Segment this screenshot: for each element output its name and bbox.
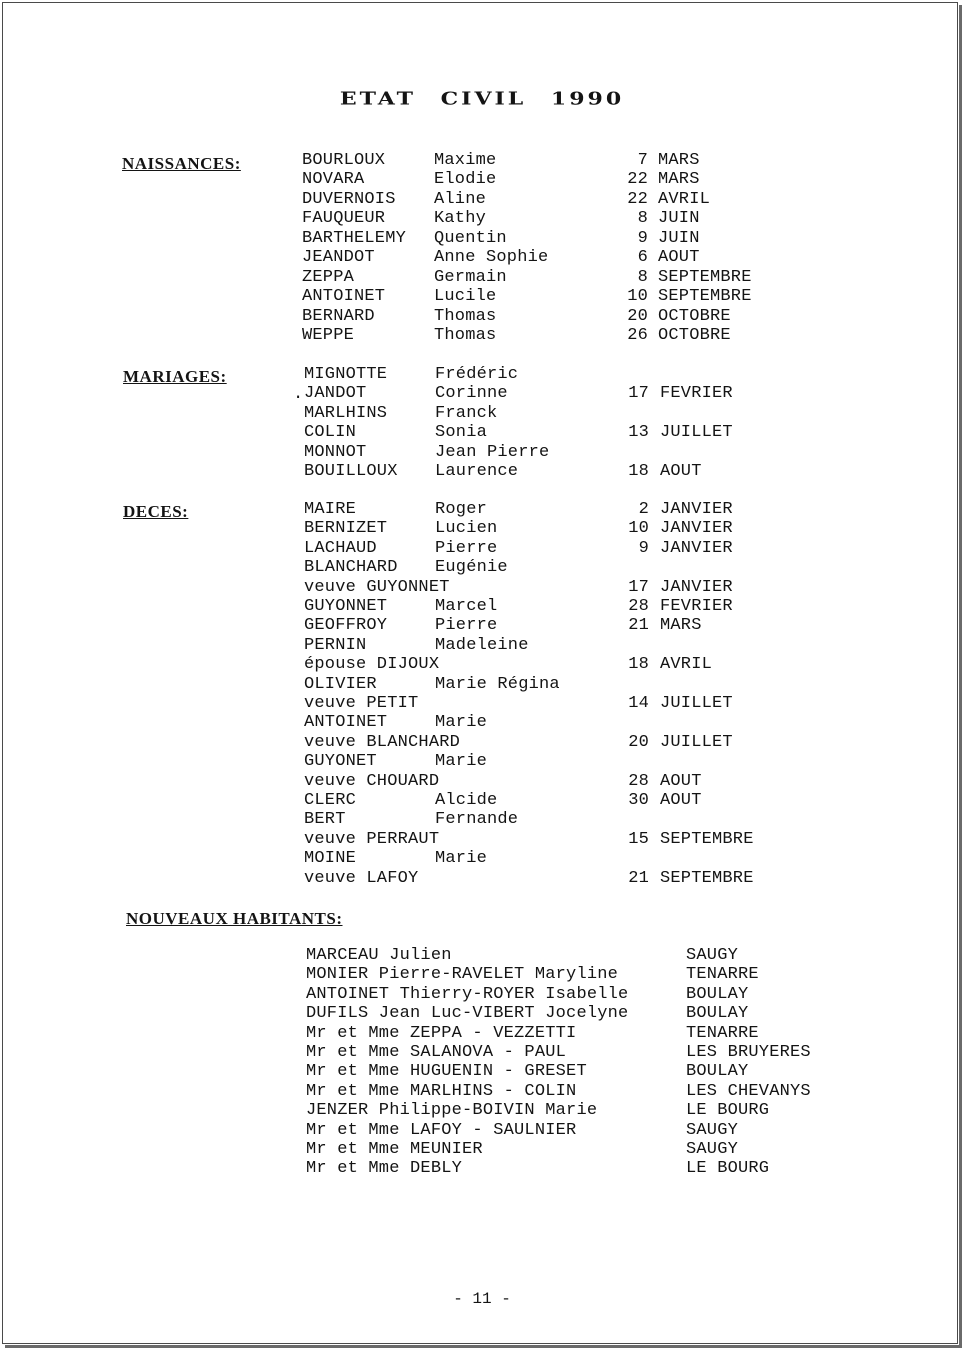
section-label-naissances: NAISSANCES: [122,154,241,173]
deces-name: MOINE [304,849,357,869]
mariages-firstname: Corinne [435,384,508,404]
deces-firstname: Marcel [435,597,498,616]
habitants-names: JENZER Philippe-BOIVIN Marie [306,1101,598,1121]
naissances-day: 22 [627,170,648,190]
deces-month: AVRIL [660,655,713,675]
habitants-place: BOULAY [686,1062,749,1082]
deces-name: veuve CHOUARD [304,771,440,791]
deces-day: 21 [628,616,649,636]
deces-name: veuve BLANCHARD [304,732,461,752]
deces-firstname: Eugénie [435,558,508,578]
deces-day: 17 [628,577,649,597]
mariages-firstname: Frédéric [435,365,519,384]
habitants-names: Mr et Mme HUGUENIN - GRESET [306,1062,587,1082]
mariages-day: 13 [628,423,649,443]
deces-name: BERNIZET [304,519,388,539]
mariages-month: AOUT [660,462,702,481]
naissances-firstname: Anne Sophie [434,248,549,268]
naissances-month: AOUT [658,248,700,268]
deces-firstname: Pierre [435,538,498,558]
naissances-name: BOURLOUX [302,151,386,170]
deces-firstname: Fernande [435,810,519,830]
deces-firstname: Alcide [435,791,498,810]
deces-month: AOUT [660,791,702,810]
deces-day: 9 [638,538,649,558]
section-label-deces: DECES: [123,502,189,521]
naissances-day: 8 [637,209,648,229]
naissances-name: FAUQUEUR [302,209,386,229]
deces-firstname: Marie [435,713,488,733]
habitants-names: MONIER Pierre-RAVELET Maryline [306,965,619,985]
deces-month: FEVRIER [660,597,733,616]
naissances-month: MARS [658,151,700,170]
naissances-firstname: Elodie [434,170,497,190]
habitants-place: TENARRE [686,965,759,985]
deces-day: 15 [628,829,649,849]
deces-name: ANTOINET [304,713,388,733]
section-label-mariages: MARIAGES: [123,367,227,386]
deces-name: CLERC [304,791,357,810]
deces-day: 2 [638,500,649,519]
mariages-name: BOUILLOUX [304,462,398,481]
deces-day: 28 [628,771,649,791]
deces-name: MAIRE [304,500,357,519]
deces-name: OLIVIER [304,674,377,694]
deces-day: 18 [628,655,649,675]
habitants-names: Mr et Mme DEBLY [306,1159,463,1179]
habitants-names: Mr et Mme MEUNIER [306,1140,483,1159]
deces-month: JUILLET [660,694,733,713]
deces-firstname: Roger [435,500,488,519]
naissances-firstname: Lucile [434,287,497,307]
deces-day: 14 [628,694,649,713]
deces-firstname: Pierre [435,616,498,636]
naissances-day: 6 [637,248,648,268]
habitants-names: Mr et Mme LAFOY - SAULNIER [306,1120,577,1140]
mariages-firstname: Sonia [435,423,488,443]
deces-month: JANVIER [660,500,733,519]
deces-month: SEPTEMBRE [660,829,754,849]
deces-name: veuve PETIT [304,694,419,713]
mariages-name: MIGNOTTE [304,365,388,384]
habitants-place: SAUGY [686,1140,739,1159]
deces-month: JANVIER [660,538,733,558]
mariages-name: JANDOT [304,384,367,404]
naissances-month: SEPTEMBRE [658,267,752,287]
deces-day: 30 [628,791,649,810]
habitants-place: LE BOURG [686,1101,770,1121]
deces-month: MARS [660,616,702,636]
deces-month: JANVIER [660,519,733,539]
habitants-place: LES CHEVANYS [686,1081,811,1101]
naissances-firstname: Aline [434,189,487,209]
naissances-name: WEPPE [302,326,355,346]
naissances-day: 7 [637,151,648,170]
deces-name: GUYONET [304,752,377,772]
habitants-place: LE BOURG [686,1159,770,1179]
naissances-name: DUVERNOIS [302,189,396,209]
naissances-name: ZEPPA [302,267,355,287]
deces-name: LACHAUD [304,538,377,558]
habitants-names: MARCEAU Julien [306,946,452,965]
deces-month: JANVIER [660,577,733,597]
habitants-names: Mr et Mme MARLHINS - COLIN [306,1081,577,1101]
deces-month: AOUT [660,771,702,791]
naissances-firstname: Quentin [434,228,507,248]
deces-name: épouse DIJOUX [304,655,440,675]
deces-name: GUYONNET [304,597,388,616]
habitants-place: LES BRUYERES [686,1043,811,1062]
naissances-month: SEPTEMBRE [658,287,752,307]
deces-name: GEOFFROY [304,616,388,636]
mariages-name: MARLHINS [304,403,388,423]
deces-month: SEPTEMBRE [660,868,754,888]
mariages-firstname: Laurence [435,462,519,481]
deces-name: veuve PERRAUT [304,829,440,849]
naissances-day: 10 [627,287,648,307]
page-title: ETAT CIVIL 1990 [339,88,625,110]
habitants-place: BOULAY [686,1004,749,1024]
habitants-place: SAUGY [686,946,739,965]
naissances-day: 8 [637,267,648,287]
deces-day: 28 [628,597,649,616]
naissances-firstname: Thomas [434,326,497,346]
deces-name: BERT [304,810,346,830]
naissances-firstname: Maxime [434,151,497,170]
deces-firstname: Madeleine [435,635,529,655]
deces-day: 21 [628,868,649,888]
mariages-month: JUILLET [660,423,733,443]
stray-dot-mark: . [293,385,304,404]
naissances-day: 22 [627,189,648,209]
deces-day: 10 [628,519,649,539]
deces-name: veuve GUYONNET [304,577,450,597]
naissances-day: 9 [637,228,648,248]
naissances-name: BERNARD [302,306,375,326]
naissances-day: 26 [627,326,648,346]
naissances-month: AVRIL [658,189,711,209]
mariages-firstname: Jean Pierre [435,442,550,462]
naissances-firstname: Germain [434,267,507,287]
naissances-firstname: Thomas [434,306,497,326]
naissances-month: OCTOBRE [658,306,731,326]
naissances-name: ANTOINET [302,287,386,307]
page-number: - 11 - [453,1290,511,1308]
naissances-firstname: Kathy [434,209,487,229]
habitants-place: BOULAY [686,984,749,1004]
section-label-nouveaux-habitants: NOUVEAUX HABITANTS: [126,909,343,928]
habitants-place: TENARRE [686,1023,759,1043]
deces-day: 20 [628,732,649,752]
deces-name: BLANCHARD [304,558,398,578]
mariages-day: 17 [628,384,649,404]
deces-firstname: Marie [435,752,488,772]
naissances-month: MARS [658,170,700,190]
deces-month: JUILLET [660,732,733,752]
habitants-names: DUFILS Jean Luc-VIBERT Jocelyne [306,1004,629,1024]
deces-firstname: Lucien [435,519,498,539]
naissances-name: JEANDOT [302,248,375,268]
habitants-names: Mr et Mme ZEPPA - VEZZETTI [306,1023,577,1043]
mariages-month: FEVRIER [660,384,733,404]
mariages-name: COLIN [304,423,357,443]
naissances-name: BARTHELEMY [302,228,407,248]
deces-name: veuve LAFOY [304,868,419,888]
naissances-month: JUIN [658,228,700,248]
mariages-name: MONNOT [304,442,367,462]
deces-name: PERNIN [304,635,367,655]
naissances-day: 20 [627,306,648,326]
naissances-name: NOVARA [302,170,365,190]
deces-firstname: Marie Régina [435,674,560,694]
habitants-place: SAUGY [686,1120,739,1140]
habitants-names: Mr et Mme SALANOVA - PAUL [306,1043,567,1062]
habitants-names: ANTOINET Thierry-ROYER Isabelle [306,984,629,1004]
naissances-month: OCTOBRE [658,326,731,346]
naissances-month: JUIN [658,209,700,229]
mariages-firstname: Franck [435,403,498,423]
deces-firstname: Marie [435,849,488,869]
mariages-day: 18 [628,462,649,481]
